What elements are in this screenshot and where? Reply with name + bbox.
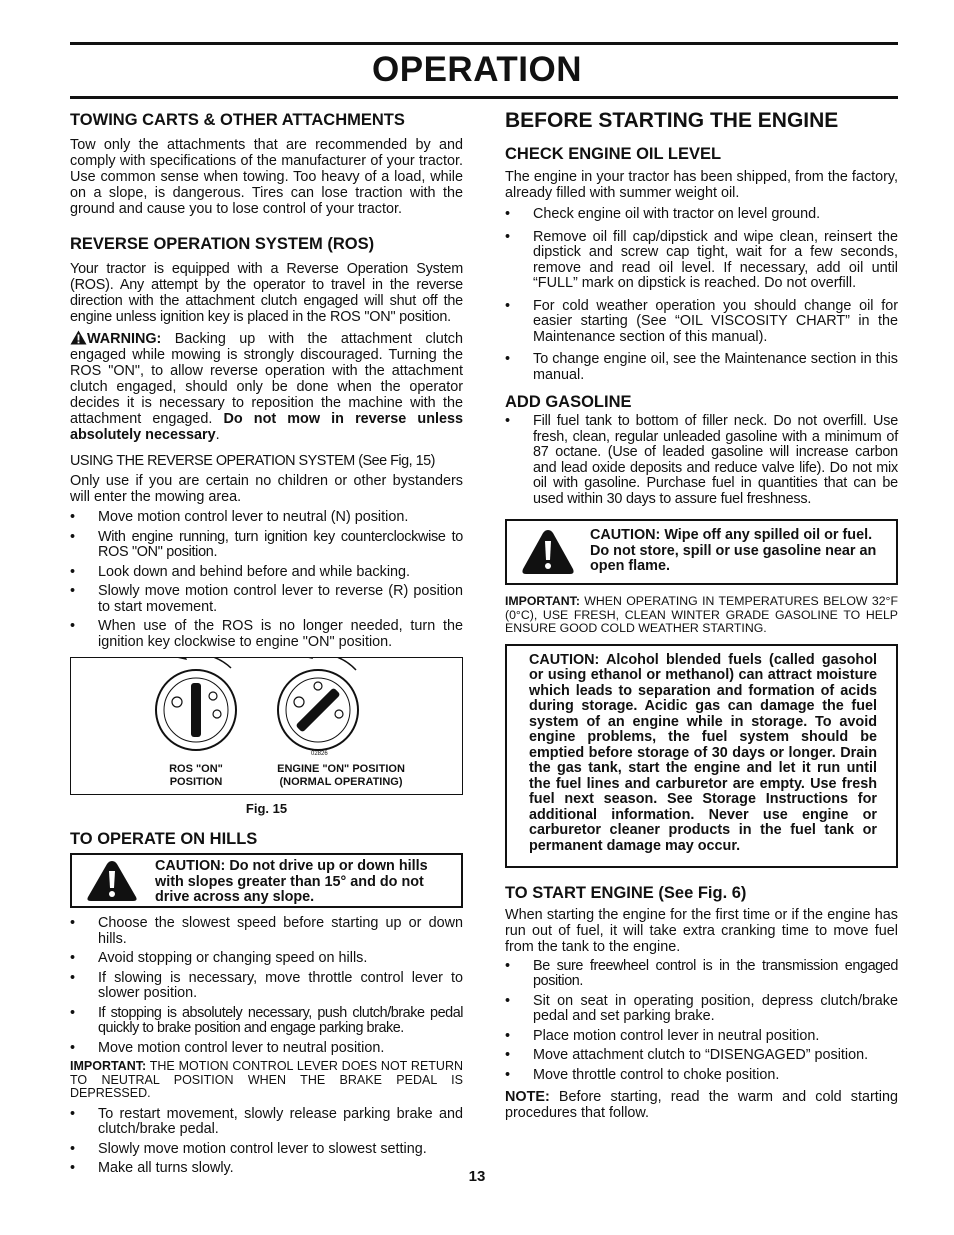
list-item: • Fill fuel tank to bottom of filler neck. Do not overfill. Use fresh, clean, regular unleaded gasoline with a minimum of 87 octane. (Use of leaded gasoline will increase carbon and lead oxide deposits and reduce valve life). Do not mix oil with gasoline. Purchase fuel in quantities that can be used within 30 days to assure fuel freshness. xyxy=(505,414,898,507)
title-underline xyxy=(70,96,898,99)
engine-on-label xyxy=(256,763,426,789)
ros-body: Your tractor is equipped with a Reverse Operation System (ROS). Any attempt by the operator to travel in the reverse direction with the attachment clutch engaged will shut off the engine unless ignition key is placed in the ROS "ON" position. xyxy=(70,261,463,325)
figure-part-code: 02826 xyxy=(311,751,328,757)
right-column xyxy=(505,108,898,1121)
note-label: NOTE: xyxy=(505,1089,550,1105)
warning-icon xyxy=(70,330,87,345)
important-label: IMPORTANT: xyxy=(505,594,580,608)
hills-bullet-list xyxy=(70,916,463,1056)
warning-label: WARNING: xyxy=(87,331,162,347)
list-item: • Avoid stopping or changing speed on hills. xyxy=(70,951,463,967)
figure-15-box xyxy=(70,657,463,795)
gas-heading: ADD GASOLINE xyxy=(505,393,632,411)
left-column xyxy=(70,108,463,1181)
list-item: • Slowly move motion control lever to slowest setting. xyxy=(70,1142,463,1158)
list-item: • If stopping is absolutely necessary, push clutch/brake pedal quickly to brake position and engage parking brake. xyxy=(70,1006,463,1037)
engine-on-label-line2: (NORMAL OPERATING) xyxy=(279,776,403,788)
list-item: • Look down and behind before and while backing. xyxy=(70,565,463,581)
list-item: • When use of the ROS is no longer needed, turn the ignition key clockwise to engine "ON" position. xyxy=(70,619,463,650)
list-item: • Slowly move motion control lever to reverse (R) position to start movement. xyxy=(70,584,463,615)
page-title: OPERATION xyxy=(372,50,582,89)
list-item: • Make all turns slowly. xyxy=(70,1161,463,1177)
towing-heading: TOWING CARTS & OTHER ATTACHMENTS xyxy=(70,111,405,129)
ros-using-line: USING THE REVERSE OPERATION SYSTEM (See Fig, 15) xyxy=(70,453,435,469)
list-item: • Move motion control lever to neutral (N) position. xyxy=(70,510,463,526)
warning-end: . xyxy=(215,427,220,443)
gas-caution-box xyxy=(505,519,898,585)
list-item: • Move attachment clutch to “DISENGAGED” position. xyxy=(505,1048,898,1064)
engine-on-dial xyxy=(278,658,358,750)
note-text: Before starting, read the warm and cold starting procedures that follow. xyxy=(505,1089,898,1121)
list-item: • Sit on seat in operating position, depress clutch/brake pedal and set parking brake. xyxy=(505,994,898,1025)
list-item: • Place motion control lever in neutral position. xyxy=(505,1029,898,1045)
start-engine-heading: TO START ENGINE (See Fig. 6) xyxy=(505,883,747,902)
hills-caution-text: CAUTION: Do not drive up or down hills with slopes greater than 15° and do not drive across any slope. xyxy=(155,858,428,905)
caution-icon xyxy=(521,528,575,576)
list-item: • To restart movement, slowly release parking brake and clutch/brake pedal. xyxy=(70,1107,463,1138)
hills-caution-box xyxy=(70,853,463,908)
list-item: • Choose the slowest speed before starting up or down hills. xyxy=(70,916,463,947)
list-item: • Move throttle control to choke position. xyxy=(505,1068,898,1084)
figure-caption: Fig. 15 xyxy=(245,801,288,816)
list-item: • Remove oil fill cap/dipstick and wipe clean, reinsert the dipstick and screw cap tight, wait for a few seconds, remove and read oil level. If necessary, add oil until “FULL” mark on dipstick is reached. Do not overfill. xyxy=(505,230,898,292)
engine-on-label-line1: ENGINE "ON" POSITION xyxy=(277,763,405,775)
start-engine-body: When starting the engine for the first time or if the engine has run out of fuel, it will take extra cranking time to move fuel from the tank to the engine. xyxy=(505,906,898,955)
ros-on-label-line1: ROS "ON" xyxy=(169,763,223,775)
ros-on-label xyxy=(151,763,241,789)
start-engine-bullet-list xyxy=(505,959,898,1084)
gas-caution-text: CAUTION: Wipe off any spilled oil or fuel. Do not store, spill or use gasoline near an open flame. xyxy=(590,527,877,574)
list-item: • If slowing is necessary, move throttle control lever to slower position. xyxy=(70,971,463,1002)
top-rule xyxy=(70,42,898,45)
list-item: • Move motion control lever to neutral position. xyxy=(70,1041,463,1057)
alcohol-fuel-caution-box xyxy=(505,644,898,868)
hills-bullet-list-2 xyxy=(70,1107,463,1177)
warning-text: Backing up with the attachment clutch engaged while mowing is strongly discouraged. Turning the ROS "ON", to allow reverse operation with the attachment clutch engaged, should only be done when the operator decides it is necessary to reposition the machine with the attachment engaged. xyxy=(70,331,463,427)
start-engine-note xyxy=(505,1089,898,1121)
list-item: • Check engine oil with tractor on level ground. xyxy=(505,207,898,223)
list-item: • For cold weather operation you should change oil for easier starting (See “OIL VISCOSITY CHART” in the Maintenance section of this manual). xyxy=(505,299,898,346)
alcohol-fuel-caution-text: CAUTION: Alcohol blended fuels (called gasohol or using ethanol or methanol) can attract moisture which leads to separation and formation of acids during storage. Acidic gas can damage the fuel system of an engine while in storage. To avoid engine problems, the fuel system should be emptied before storage of 30 days or longer. Drain the gas tank, start the engine and let it run until the fuel lines and carburetor are empty. Use fresh fuel next season. See Storage Instructions for additional information. Never use engine or carburetor cleaner products in the fuel tank or permanent damage may occur. xyxy=(529,651,877,854)
ros-warning xyxy=(70,330,463,443)
important-text: WHEN OPERATING IN TEMPERATURES BELOW 32°F (0°C), USE FRESH, CLEAN WINTER GRADE GASOLINE TO HELP ENSURE GOOD COLD WEATHER STARTING. xyxy=(505,594,898,635)
towing-body: Tow only the attachments that are recommended by and comply with specifications of the manufacturer of your tractor. Use common sense when towing. Too heavy of a load, while on a slope, is dangerous. Tires can lose traction with the ground and cause you to lose control of your tractor. xyxy=(70,137,463,217)
list-item: • Be sure freewheel control is in the transmission engaged position. xyxy=(505,959,898,990)
important-label: IMPORTANT: xyxy=(70,1059,147,1073)
list-item: • To change engine oil, see the Maintenance section in this manual. xyxy=(505,352,898,383)
ros-on-dial xyxy=(156,658,236,750)
gas-important-note xyxy=(505,595,898,636)
hills-important-note xyxy=(70,1060,463,1101)
before-starting-heading: BEFORE STARTING THE ENGINE xyxy=(505,109,839,132)
page-number: 13 xyxy=(468,1168,486,1185)
hills-heading: TO OPERATE ON HILLS xyxy=(70,830,258,848)
gas-bullet-list xyxy=(505,414,898,507)
oil-bullet-list xyxy=(505,207,898,383)
ros-only-use: Only use if you are certain no children or other bystanders will enter the mowing area. xyxy=(70,473,463,505)
ros-bullet-list xyxy=(70,510,463,650)
important-text: THE MOTION CONTROL LEVER DOES NOT RETURN TO NEUTRAL POSITION WHEN THE BRAKE PEDAL IS DEPRESSED. xyxy=(70,1059,463,1100)
caution-icon xyxy=(86,859,138,903)
ros-heading: REVERSE OPERATION SYSTEM (ROS) xyxy=(70,235,375,253)
list-item: • With engine running, turn ignition key counterclockwise to ROS "ON" position. xyxy=(70,530,463,561)
ros-on-label-line2: POSITION xyxy=(169,776,223,788)
oil-heading: CHECK ENGINE OIL LEVEL xyxy=(505,145,722,163)
warning-bold: Do not mow in reverse unless absolutely necessary xyxy=(70,411,464,443)
ignition-switch-diagram xyxy=(71,658,461,758)
oil-body: The engine in your tractor has been shipped, from the factory, already filled with summer weight oil. xyxy=(505,169,898,201)
